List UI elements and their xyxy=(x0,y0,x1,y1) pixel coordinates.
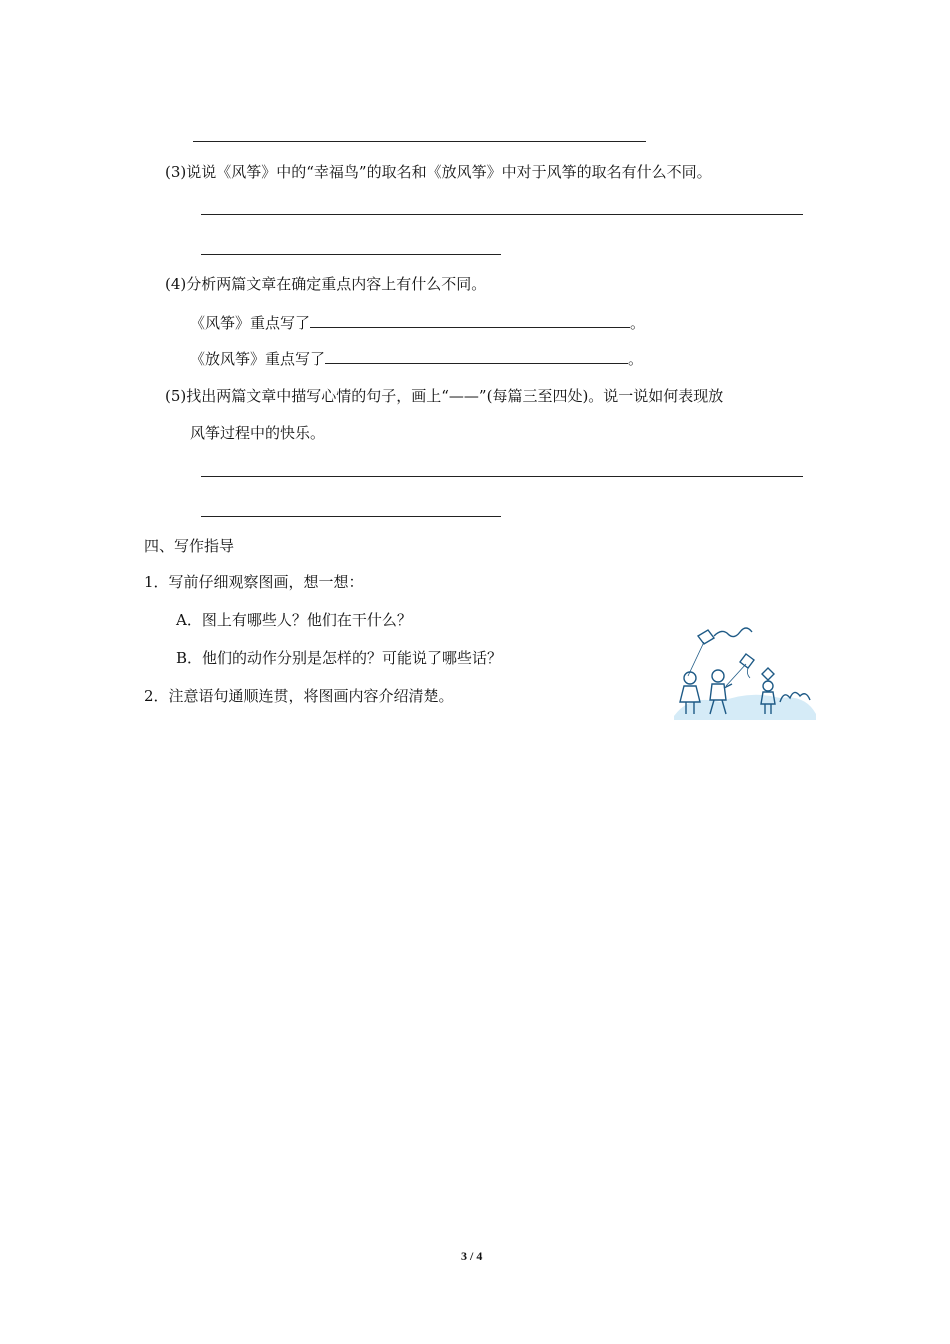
child-head xyxy=(712,670,724,682)
fill-blank[interactable] xyxy=(310,312,630,328)
question-4-prompt: (4)分析两篇文章在确定重点内容上有什么不同。 xyxy=(165,275,487,293)
dragon-kite-tail xyxy=(714,628,752,637)
child-arm xyxy=(724,684,732,688)
question-3-prompt: (3)说说《风筝》中的“幸福鸟”的取名和《放风筝》中对于风筝的取名有什么不同。 xyxy=(165,163,712,181)
answer-line[interactable] xyxy=(201,476,803,477)
dragon-kite xyxy=(698,630,714,644)
kite-string xyxy=(726,664,746,686)
line-b-prefix: 《放风筝》重点写了 xyxy=(190,350,326,368)
question-4-line-b xyxy=(190,348,643,369)
child-head xyxy=(684,672,696,684)
diamond-kite-tail xyxy=(747,668,750,678)
kite-flying-illustration xyxy=(670,624,820,724)
section-4-item-1a: A．图上有哪些人？他们在干什么？ xyxy=(176,611,412,629)
line-end: 。 xyxy=(630,314,646,332)
diamond-kite xyxy=(740,654,754,668)
kite-string xyxy=(688,642,704,676)
bird-kite xyxy=(762,668,774,680)
ground-area xyxy=(674,695,816,720)
child-head xyxy=(763,681,773,691)
answer-line[interactable] xyxy=(201,516,501,517)
fill-blank[interactable] xyxy=(325,348,628,364)
page-number: 3 / 4 xyxy=(461,1249,483,1263)
child-body xyxy=(680,686,700,702)
question-5-prompt-line2: 风筝过程中的快乐。 xyxy=(190,424,326,442)
question-5-prompt-line1: (5)找出两篇文章中描写心情的句子，画上“——”(每篇三至四处)。说一说如何表现放 xyxy=(165,387,724,405)
child-body xyxy=(710,684,726,700)
section-4-item-2: 2．注意语句通顺连贯，将图画内容介绍清楚。 xyxy=(144,687,454,705)
answer-line[interactable] xyxy=(193,141,646,142)
answer-line[interactable] xyxy=(201,254,501,255)
answer-line[interactable] xyxy=(201,214,803,215)
section-4-heading: 四、写作指导 xyxy=(144,537,235,555)
line-a-prefix: 《风筝》重点写了 xyxy=(190,314,311,332)
section-4-item-1: 1．写前仔细观察图画，想一想： xyxy=(144,573,364,591)
question-4-line-a xyxy=(190,312,645,333)
line-end: 。 xyxy=(628,350,644,368)
section-4-item-1b: B．他们的动作分别是怎样的？可能说了哪些话？ xyxy=(176,649,503,667)
